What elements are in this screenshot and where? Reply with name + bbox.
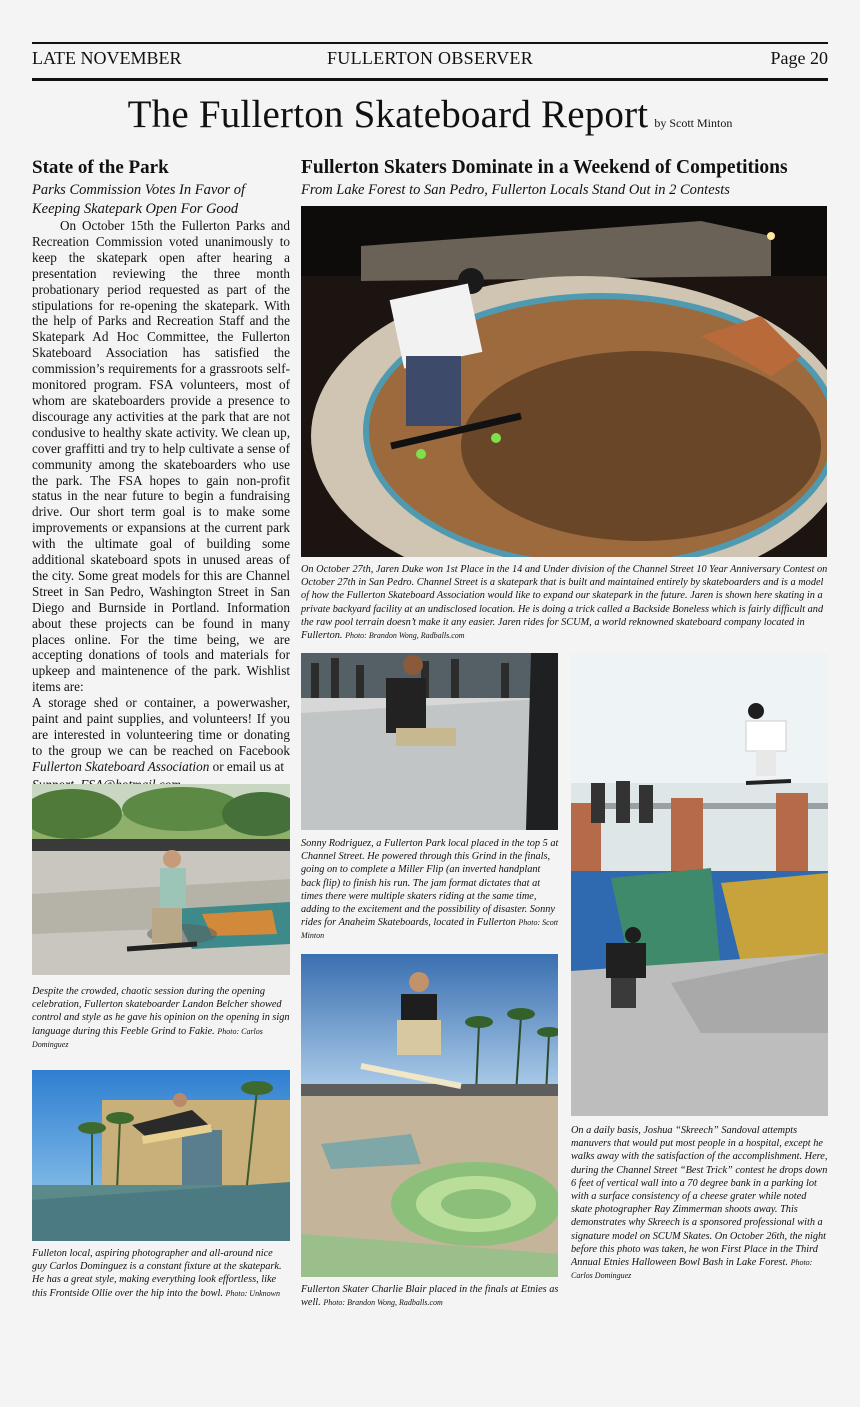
caption-text: Fulleton local, aspiring photographer and all-around nice guy Carlos Dominguez is a constant fixture at the skatepark. He has a great style, making everything look effortless, like this Frontside Ollie over the hip into the bowl. xyxy=(32,1248,282,1299)
left-story xyxy=(32,157,290,793)
photo-charlie-air xyxy=(301,954,558,1277)
caption-text: On a daily basis, Joshua “Skreech” Sandoval attempts manuvers that would put most people in a hospital, except he walks away with the satisfaction of the accomplishment. Here, during the Channel Street “Best Trick” contest he drops down 6 feet of vertical wall into a 70 degree bank in a parking lot with a surface consistency of a cheese grater while noted skate photographer Ray Zimmerman shoots away. This demonstrates why Skreech is a sponsored professional with a signature model on SCUM Skates. On October 26th, the night before this photo was taken, he won First Place in the Third Annual Etnies Halloween Bowl Bash in Lake Forest. xyxy=(571,1125,828,1269)
paper-name: FULLERTON OBSERVER xyxy=(326,48,534,68)
email-lead: or email us at xyxy=(209,758,285,774)
photo-credit: Photo: Brandon Wong, Radballs.com xyxy=(323,1298,443,1308)
caption-text: Sonny Rodriguez, a Fullerton Park local placed in the top 5 at Channel Street. He powered through this Grind in the finals, going on to complete a Miller Flip (an inverted handplant back flip) to finish his run. The jam format dictates that at times there were multiple skaters riding at the same time, adding to the excitement and the possibility of disaster. Sonny rides for Anaheim Skateboards, located in Fullerton xyxy=(301,838,559,929)
issue-date: LATE NOVEMBER xyxy=(32,48,182,68)
photo-credit: Photo: Brandon Wong, Radballs.com xyxy=(345,631,465,641)
page-title: The Fullerton Skateboard Report xyxy=(127,93,649,136)
left-headline: State of the Park xyxy=(32,157,169,178)
photo-landon-feeble xyxy=(32,784,290,975)
caption-text: On October 27th, Jaren Duke won 1st Place in the 14 and Under division of the Channel Street 10 Year Anniversary Contest on October 27th in San Pedro. Channel Street is a skatepark that is built and maintained entirely by skateboarders and is a model of how the Fullerton Skateboard Association would like to expand our skatepark in the future. Jaren is shown here skating in a private backyard facility at an undisclosed location. He is doing a trick called a Backside Boneless which is fairly difficult and the raw pool terrain doesn’t make it any easier. Jaren rides for SCUM, a world reknowned skateboard company located in Fullerton. xyxy=(301,564,828,642)
caption-text: Despite the crowded, chaotic session during the opening celebration, Fullerton skateboarder Landon Belcher showed control and style as he gave his opinion on the opening in sign language during this Feeble Grind to Fakie. xyxy=(32,986,290,1037)
caption-text: Fullerton Skater Charlie Blair placed in the finals at Etnies as well. xyxy=(301,1284,559,1309)
caption-carlos xyxy=(32,1247,290,1300)
photo-sonny-grind xyxy=(301,653,558,830)
caption-joshua xyxy=(571,1124,829,1282)
photo-jaren-pool xyxy=(301,206,827,557)
byline: by Scott Minton xyxy=(654,116,733,130)
right-headline: Fullerton Skaters Dominate in a Weekend of Competitions xyxy=(301,157,788,178)
page-number: Page 20 xyxy=(770,48,828,68)
wishlist-paragraph: A storage shed or container, a powerwasher, paint and paint supplies, and volunteers! If you are interested in volunteering time or donating to the group we can be reached on Facebook xyxy=(32,695,290,758)
page-header xyxy=(32,48,828,74)
masthead xyxy=(0,92,860,137)
caption-landon xyxy=(32,985,290,1051)
top-rule xyxy=(32,42,828,44)
caption-jaren xyxy=(301,563,829,642)
photo-credit: Photo: Unknown xyxy=(225,1288,280,1298)
left-subhead-line1: Parks Commission Votes In Favor of xyxy=(32,182,246,198)
right-story-head xyxy=(301,157,831,200)
photo-credit: Photo: Carlos Dominguez xyxy=(32,1026,263,1049)
photo-credit: Photo: Scott Minton xyxy=(301,918,559,941)
caption-charlie xyxy=(301,1283,559,1309)
photo-carlos-ollie xyxy=(32,1070,290,1241)
body-paragraph: On October 15th the Fullerton Parks and Recreation Commission voted unanimously to keep the skatepark open after hearing a presentation reviewing the three month probationary period requested as part of the stipulations for re-opening the skatepark. With the help of Parks and Recreation Staff and the Skatepark Ad Hoc Committee, the Fullerton Skateboard Association has satisfied the commission’s requirements for a grassroots self-monitored program. FSA volunteers, most of whom are skateboarders provide a presence to discourage any activities at the park that are not condusive to healthy skate activity. We clean up, cover graffitti and try to help cultivate a sense of community among the skateboarders who use the park. The FSA hopes to gain non-profit status in the near future to begin a fundraising drive. Our short term goal is to make some improvements or expansions at the current park with the ultimate goal of building some additional skateboard spots in unused areas of the city. Some great models for this are Channel Street in San Pedro, Washington Street in San Diego and Burnside in Portland. Information about these projects can be found in many places online. For the time being, we are accepting donations of tools and materials for upkeep and maintenence of the park. Wishlist items are: xyxy=(32,218,290,695)
caption-sonny xyxy=(301,837,559,943)
left-subhead-line2: Keeping Skatepark Open For Good xyxy=(32,200,239,217)
header-rule xyxy=(32,78,828,81)
facebook-name: Fullerton Skateboard Association xyxy=(32,758,210,774)
left-body xyxy=(32,218,290,793)
photo-joshua-drop xyxy=(571,653,828,1116)
right-subhead: From Lake Forest to San Pedro, Fullerton Locals Stand Out in 2 Contests xyxy=(301,182,730,198)
photo-credit: Photo: Carlos Dominguez xyxy=(571,1258,813,1281)
